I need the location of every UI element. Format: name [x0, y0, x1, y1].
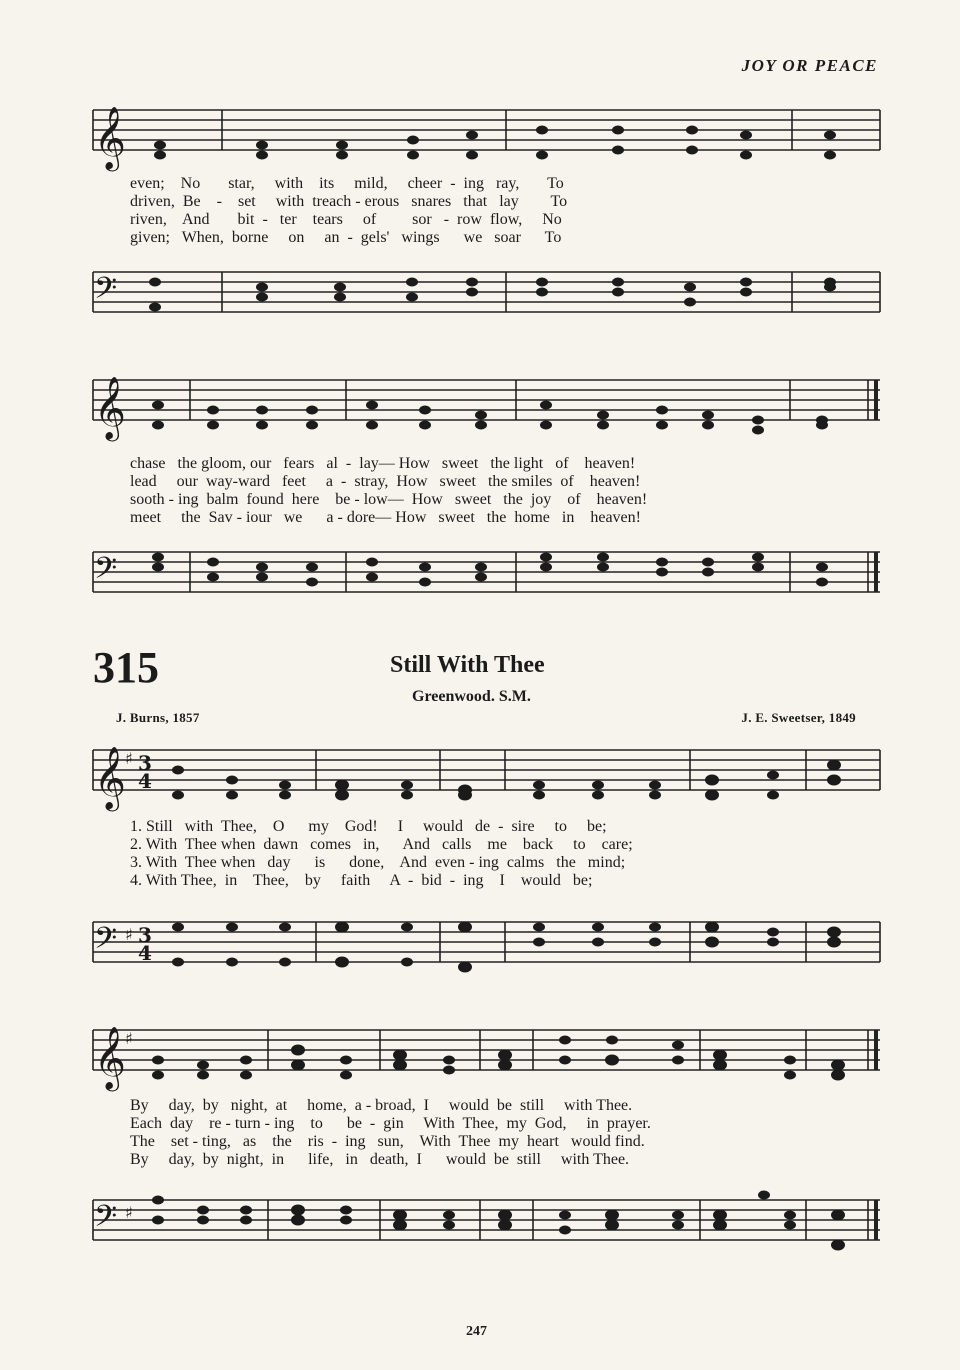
svg-text:𝄞: 𝄞: [94, 376, 126, 439]
note-head: [536, 126, 548, 135]
note-head: [443, 1056, 455, 1065]
note-head: [767, 938, 779, 947]
note-head: [279, 791, 291, 800]
note-head: [649, 938, 661, 947]
lyric-line: The set - ting, as the ris - ing sun, With Thee my heart would find.: [130, 1133, 645, 1150]
note-head: [540, 401, 552, 410]
note-head: [256, 293, 268, 302]
note-head: [401, 791, 413, 800]
note-head: [407, 136, 419, 145]
note-head: [672, 1056, 684, 1065]
note-head: [656, 568, 668, 577]
note-head: [612, 278, 624, 287]
note-head: [828, 761, 840, 770]
note-head: [767, 771, 779, 780]
note-head: [656, 558, 668, 567]
note-head: [612, 146, 624, 155]
note-head: [306, 406, 318, 415]
note-head: [499, 1061, 511, 1070]
note-head: [226, 776, 238, 785]
note-head: [824, 151, 836, 160]
note-head: [459, 786, 471, 795]
lyric-line: sooth - ing balm found here be - low— How sweet the joy of heaven!: [130, 491, 648, 508]
lyric-line: Each day re - turn - ing to be - gin With Thee, my God, in prayer.: [130, 1115, 651, 1132]
note-head: [499, 1221, 511, 1230]
note-head: [475, 573, 487, 582]
note-head: [443, 1066, 455, 1075]
note-head: [536, 278, 548, 287]
note-head: [336, 791, 348, 800]
note-head: [686, 146, 698, 155]
note-head: [649, 781, 661, 790]
svg-text:𝄢: 𝄢: [94, 552, 118, 593]
note-head: [207, 558, 219, 567]
page-number: 247: [466, 1324, 487, 1339]
note-head: [592, 791, 604, 800]
note-head: [152, 401, 164, 410]
note-head: [407, 151, 419, 160]
note-head: [533, 781, 545, 790]
note-head: [832, 1241, 844, 1250]
note-head: [152, 1196, 164, 1205]
note-head: [306, 563, 318, 572]
note-head: [606, 1056, 618, 1065]
note-head: [152, 1216, 164, 1225]
note-head: [702, 411, 714, 420]
note-head: [366, 558, 378, 567]
note-head: [656, 421, 668, 430]
svg-text:4: 4: [138, 769, 152, 793]
note-head: [702, 568, 714, 577]
svg-text:3: 3: [138, 751, 152, 775]
note-head: [656, 406, 668, 415]
note-head: [152, 1071, 164, 1080]
treble-staff-315-b: [0, 1020, 960, 1100]
note-head: [606, 1036, 618, 1045]
note-head: [784, 1056, 796, 1065]
section-heading: JOY OR PEACE: [741, 56, 878, 75]
note-head: [394, 1211, 406, 1220]
note-head: [394, 1051, 406, 1060]
bass-staff-314-b: [0, 542, 960, 622]
note-head: [256, 573, 268, 582]
note-head: [340, 1216, 352, 1225]
note-head: [475, 563, 487, 572]
lyric-line: riven, And bit - ter tears of sor - row flow, No: [130, 211, 562, 228]
note-head: [152, 553, 164, 562]
note-head: [475, 411, 487, 420]
bass-staff-314-a: [0, 262, 960, 342]
svg-text:𝄞: 𝄞: [94, 746, 126, 809]
note-head: [740, 151, 752, 160]
note-head: [443, 1211, 455, 1220]
treble-staff-315-a: [0, 740, 960, 820]
lyric-line: chase the gloom, our fears al - lay— How sweet the light of heaven!: [130, 455, 636, 472]
note-head: [152, 1056, 164, 1065]
lyric-line: By day, by night, in life, in death, I would be still with Thee.: [130, 1151, 630, 1168]
note-head: [475, 421, 487, 430]
note-head: [466, 151, 478, 160]
note-head: [256, 283, 268, 292]
note-head: [559, 1226, 571, 1235]
note-head: [597, 563, 609, 572]
note-head: [154, 141, 166, 150]
bass-staff-315-a: [0, 912, 960, 992]
note-head: [394, 1061, 406, 1070]
note-head: [292, 1206, 304, 1215]
note-head: [702, 558, 714, 567]
note-head: [824, 131, 836, 140]
note-head: [336, 141, 348, 150]
note-head: [752, 563, 764, 572]
note-head: [172, 766, 184, 775]
note-head: [334, 293, 346, 302]
note-head: [767, 928, 779, 937]
svg-text:𝄞: 𝄞: [94, 106, 126, 169]
note-head: [672, 1211, 684, 1220]
note-head: [740, 278, 752, 287]
note-head: [459, 923, 471, 932]
note-head: [784, 1071, 796, 1080]
note-head: [714, 1221, 726, 1230]
svg-text:♯: ♯: [125, 749, 133, 768]
note-head: [197, 1071, 209, 1080]
svg-text:𝄞: 𝄞: [94, 1026, 126, 1089]
note-head: [758, 1191, 770, 1200]
note-head: [419, 578, 431, 587]
svg-text:♯: ♯: [125, 1029, 133, 1048]
note-head: [540, 563, 552, 572]
lyric-line: meet the Sav - iour we a - dore— How sweet the home in heaven!: [130, 509, 641, 526]
note-head: [649, 791, 661, 800]
note-head: [366, 401, 378, 410]
lyric-line: By day, by night, at home, a - broad, I would be still with Thee.: [130, 1097, 633, 1114]
note-head: [256, 563, 268, 572]
note-head: [240, 1216, 252, 1225]
note-head: [612, 288, 624, 297]
note-head: [240, 1206, 252, 1215]
note-head: [832, 1061, 844, 1070]
note-head: [784, 1211, 796, 1220]
note-head: [256, 421, 268, 430]
note-head: [752, 426, 764, 435]
note-head: [207, 421, 219, 430]
note-head: [752, 553, 764, 562]
note-head: [240, 1071, 252, 1080]
note-head: [828, 776, 840, 785]
note-head: [540, 421, 552, 430]
svg-text:3: 3: [138, 923, 152, 947]
note-head: [592, 781, 604, 790]
note-head: [292, 1046, 304, 1055]
note-head: [152, 421, 164, 430]
note-head: [672, 1041, 684, 1050]
note-head: [240, 1056, 252, 1065]
note-head: [226, 958, 238, 967]
note-head: [752, 416, 764, 425]
lyric-line: 4. With Thee, in Thee, by faith A - bid - ing I would be;: [130, 872, 593, 889]
note-head: [172, 923, 184, 932]
note-head: [149, 278, 161, 287]
note-head: [366, 573, 378, 582]
note-head: [832, 1211, 844, 1220]
note-head: [197, 1061, 209, 1070]
note-head: [740, 288, 752, 297]
composer-credit: J. E. Sweetser, 1849: [741, 710, 856, 725]
note-head: [336, 151, 348, 160]
note-head: [740, 131, 752, 140]
note-head: [306, 421, 318, 430]
note-head: [334, 283, 346, 292]
lyric-line: 2. With Thee when dawn comes in, And calls me back to care;: [130, 836, 633, 853]
note-head: [279, 781, 291, 790]
note-head: [443, 1221, 455, 1230]
note-head: [816, 578, 828, 587]
note-head: [706, 776, 718, 785]
note-head: [256, 151, 268, 160]
note-head: [828, 928, 840, 937]
lyric-line: 1. Still with Thee, O my God! I would de - sire to be;: [130, 818, 607, 835]
note-head: [226, 791, 238, 800]
note-head: [706, 791, 718, 800]
note-head: [592, 923, 604, 932]
note-head: [540, 553, 552, 562]
note-head: [612, 126, 624, 135]
note-head: [533, 791, 545, 800]
note-head: [499, 1051, 511, 1060]
author-credit: J. Burns, 1857: [116, 710, 200, 725]
note-head: [559, 1036, 571, 1045]
note-head: [419, 563, 431, 572]
note-head: [279, 958, 291, 967]
note-head: [536, 288, 548, 297]
lyric-line: lead our way-ward feet a - stray, How sweet the smiles of heaven!: [130, 473, 641, 490]
svg-text:𝄢: 𝄢: [94, 922, 118, 963]
note-head: [533, 938, 545, 947]
note-head: [597, 421, 609, 430]
note-head: [816, 563, 828, 572]
note-head: [606, 1221, 618, 1230]
note-head: [256, 141, 268, 150]
note-head: [499, 1211, 511, 1220]
note-head: [767, 791, 779, 800]
note-head: [172, 958, 184, 967]
note-head: [714, 1061, 726, 1070]
note-head: [606, 1211, 618, 1220]
note-head: [649, 923, 661, 932]
note-head: [401, 781, 413, 790]
note-head: [340, 1056, 352, 1065]
note-head: [154, 151, 166, 160]
tune-name: Greenwood. S.M.: [412, 688, 531, 705]
svg-text:♯: ♯: [125, 1203, 133, 1222]
note-head: [401, 923, 413, 932]
lyric-line: even; No star, with its mild, cheer - ing ray, To: [130, 175, 564, 192]
note-head: [559, 1211, 571, 1220]
note-head: [336, 923, 348, 932]
note-head: [419, 406, 431, 415]
note-head: [597, 411, 609, 420]
svg-text:𝄢: 𝄢: [94, 1200, 118, 1241]
note-head: [536, 151, 548, 160]
note-head: [824, 283, 836, 292]
lyric-line: 3. With Thee when day is done, And even - ing calms the mind;: [130, 854, 626, 871]
note-head: [197, 1206, 209, 1215]
note-head: [466, 131, 478, 140]
note-head: [597, 553, 609, 562]
note-head: [279, 923, 291, 932]
note-head: [207, 406, 219, 415]
note-head: [226, 923, 238, 932]
svg-text:𝄢: 𝄢: [94, 272, 118, 313]
note-head: [152, 563, 164, 572]
note-head: [702, 421, 714, 430]
note-head: [306, 578, 318, 587]
note-head: [706, 923, 718, 932]
note-head: [684, 283, 696, 292]
note-head: [197, 1216, 209, 1225]
note-head: [406, 278, 418, 287]
note-head: [336, 958, 348, 967]
note-head: [828, 938, 840, 947]
note-head: [292, 1216, 304, 1225]
note-head: [592, 938, 604, 947]
note-head: [172, 791, 184, 800]
note-head: [459, 963, 471, 972]
treble-staff-314-b: [0, 370, 960, 450]
lyric-line: given; When, borne on an - gels' wings we soar To: [130, 229, 562, 246]
note-head: [419, 421, 431, 430]
treble-staff-314-a: [0, 100, 960, 180]
note-head: [684, 298, 696, 307]
note-head: [256, 406, 268, 415]
note-head: [686, 126, 698, 135]
hymn-number: 315: [93, 643, 159, 692]
note-head: [336, 781, 348, 790]
note-head: [406, 293, 418, 302]
note-head: [706, 938, 718, 947]
note-head: [466, 288, 478, 297]
note-head: [466, 278, 478, 287]
note-head: [559, 1056, 571, 1065]
lyric-line: driven, Be - set with treach - erous snares that lay To: [130, 193, 568, 210]
note-head: [714, 1051, 726, 1060]
note-head: [401, 958, 413, 967]
note-head: [366, 421, 378, 430]
svg-text:4: 4: [138, 941, 152, 965]
note-head: [340, 1071, 352, 1080]
note-head: [340, 1206, 352, 1215]
bass-staff-315-b: [0, 1190, 960, 1270]
note-head: [714, 1211, 726, 1220]
note-head: [394, 1221, 406, 1230]
note-head: [784, 1221, 796, 1230]
note-head: [832, 1071, 844, 1080]
note-head: [207, 573, 219, 582]
svg-text:♯: ♯: [125, 925, 133, 944]
note-head: [533, 923, 545, 932]
note-head: [816, 416, 828, 425]
note-head: [292, 1061, 304, 1070]
note-head: [672, 1221, 684, 1230]
note-head: [149, 303, 161, 312]
hymn-title: Still With Thee: [390, 652, 545, 678]
